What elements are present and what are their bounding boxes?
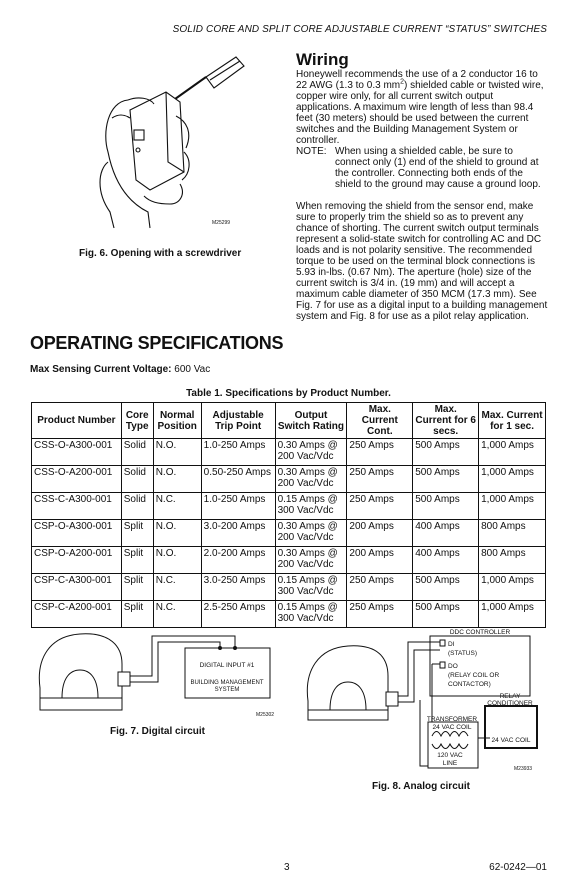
table-header-row — [32, 403, 546, 439]
table-cell: 3.0-200 Amps — [201, 520, 275, 547]
line-label: LINE — [442, 760, 458, 767]
col-header: Normal Position — [153, 403, 201, 439]
status-label: (STATUS) — [448, 650, 478, 657]
relay-label: RELAY — [499, 693, 521, 700]
digital-circuit-diagram — [30, 628, 285, 723]
table-cell: 0.15 Amps @ 300 Vac/Vdc — [275, 601, 347, 628]
table-cell: CSP-C-A200-001 — [32, 601, 122, 628]
document-number: 62-0242—01 — [489, 862, 547, 873]
table-cell: 500 Amps — [413, 466, 479, 493]
table-row — [32, 601, 546, 628]
ddc-controller-label: DDC CONTROLLER — [449, 629, 511, 636]
contactor-label: CONTACTOR) — [448, 681, 491, 688]
conditioner-label: CONDITIONER — [487, 700, 533, 707]
table-cell: CSS-O-A300-001 — [32, 439, 122, 466]
table-cell: N.O. — [153, 466, 201, 493]
table-cell: Solid — [121, 439, 153, 466]
max-sensing-label: Max Sensing Current Voltage: — [30, 364, 172, 375]
table-cell: Split — [121, 520, 153, 547]
table-cell: 0.30 Amps @ 200 Vac/Vdc — [275, 439, 347, 466]
di-label: DI — [448, 641, 455, 648]
specs-table — [31, 402, 546, 628]
analog-circuit-diagram — [300, 626, 545, 776]
table-cell: 500 Amps — [413, 601, 479, 628]
vac-coil-right-label: 24 VAC COIL — [491, 737, 531, 744]
table-cell: CSP-C-A300-001 — [32, 574, 122, 601]
table-cell: 1,000 Amps — [479, 601, 546, 628]
fig6-code: M25299 — [212, 220, 231, 226]
col-header: Max. Current for 6 secs. — [413, 403, 479, 439]
table-cell: Split — [121, 547, 153, 574]
table-row — [32, 574, 546, 601]
col-header: Adjustable Trip Point — [201, 403, 275, 439]
table-cell: 0.30 Amps @ 200 Vac/Vdc — [275, 466, 347, 493]
table-row — [32, 547, 546, 574]
table-cell: 200 Amps — [347, 547, 413, 574]
table-cell: 250 Amps — [347, 493, 413, 520]
wiring-para1-post: ) shielded cable or twisted wire, copper wire only, for all current switch output applications. A maximum wire length of less than 98.4 feet (30 meters) should be used between the current switches and the Building Management System or controller. — [296, 80, 544, 146]
table-row — [32, 520, 546, 547]
col-header: Product Number — [32, 403, 122, 439]
table-cell: 1.0-250 Amps — [201, 439, 275, 466]
table-cell: N.O. — [153, 439, 201, 466]
table-cell: 250 Amps — [347, 574, 413, 601]
table-title: Table 1. Specifications by Product Number. — [186, 388, 391, 399]
transformer-label: TRANSFORMER — [426, 716, 478, 723]
table-cell: CSP-O-A300-001 — [32, 520, 122, 547]
note-text: When using a shielded cable, be sure to connect only (1) end of the shield to ground at the controller. Connecting both ends of the shield to the ground may cause a ground loop. — [335, 146, 541, 190]
table-cell: Split — [121, 574, 153, 601]
table-cell: 2.5-250 Amps — [201, 601, 275, 628]
table-cell: 0.30 Amps @ 200 Vac/Vdc — [275, 520, 347, 547]
table-cell: 250 Amps — [347, 601, 413, 628]
wiring-paragraph-1 — [296, 69, 548, 146]
table-cell: 800 Amps — [479, 520, 546, 547]
table-cell: 400 Amps — [413, 547, 479, 574]
bms-label-line1: BUILDING MANAGEMENT — [190, 680, 264, 686]
table-cell: 500 Amps — [413, 439, 479, 466]
table-cell: CSS-C-A300-001 — [32, 493, 122, 520]
table-cell: 1,000 Amps — [479, 439, 546, 466]
col-header: Max. Current for 1 sec. — [479, 403, 546, 439]
table-row — [32, 493, 546, 520]
table-cell: CSS-O-A200-001 — [32, 466, 122, 493]
wiring-title: Wiring — [296, 50, 349, 69]
wiring-paragraph-2: When removing the shield from the sensor end, make sure to properly trim the shield so as to prevent any chance of shorting. The current switch output terminals represent a solid-state switch for controlling AC and DC loads and is not polarity sensitive. The recommended torque to be used on the terminal block connections is 5.93 in-lbs. (0.67 Nm). The aperture (hole) size of the current switch is 3/4 in. (19 mm) and will accept a maximum cable diameter of 350 MCM (17.3 mm). See Fig. 7 for use as a digital input to a building management system and Fig. 8 for use as a pilot relay application. — [296, 201, 548, 322]
table-cell: 0.15 Amps @ 300 Vac/Vdc — [275, 493, 347, 520]
col-header: Core Type — [121, 403, 153, 439]
table-row — [32, 466, 546, 493]
table-cell: N.C. — [153, 601, 201, 628]
table-cell: N.C. — [153, 493, 201, 520]
vac120-label: 120 VAC — [437, 752, 463, 759]
table-cell: 200 Amps — [347, 520, 413, 547]
screwdriver-illustration — [88, 52, 258, 232]
table-cell: 1,000 Amps — [479, 466, 546, 493]
wiring-para1-sup: 2 — [400, 78, 405, 86]
max-sensing-value: 600 Vac — [171, 364, 211, 375]
table-cell: 1.0-250 Amps — [201, 493, 275, 520]
table-cell: 0.30 Amps @ 200 Vac/Vdc — [275, 547, 347, 574]
table-cell: Split — [121, 601, 153, 628]
page-number: 3 — [284, 862, 290, 873]
fig7-code: M25302 — [256, 712, 275, 718]
table-cell: 1,000 Amps — [479, 574, 546, 601]
vac-coil-left-label: 24 VAC COIL — [432, 724, 472, 731]
note-label: NOTE: — [296, 146, 327, 157]
fig8-caption: Fig. 8. Analog circuit — [372, 781, 470, 792]
table-cell: 500 Amps — [413, 574, 479, 601]
table-cell: 250 Amps — [347, 439, 413, 466]
operating-specs-title: OPERATING SPECIFICATIONS — [30, 333, 284, 353]
digital-input-label: DIGITAL INPUT #1 — [199, 662, 255, 669]
table-cell: 2.0-200 Amps — [201, 547, 275, 574]
table-cell: N.O. — [153, 547, 201, 574]
bms-label-line2: SYSTEM — [214, 687, 240, 693]
table-cell: 250 Amps — [347, 466, 413, 493]
table-cell: N.C. — [153, 574, 201, 601]
table-cell: 800 Amps — [479, 547, 546, 574]
table-cell: N.O. — [153, 520, 201, 547]
table-cell: 500 Amps — [413, 493, 479, 520]
table-cell: 3.0-250 Amps — [201, 574, 275, 601]
table-cell: 0.50-250 Amps — [201, 466, 275, 493]
fig7-caption: Fig. 7. Digital circuit — [110, 726, 206, 737]
fig8-code: M23933 — [514, 766, 533, 772]
table-cell: Solid — [121, 466, 153, 493]
table-cell: CSP-O-A200-001 — [32, 547, 122, 574]
col-header: Max. Current Cont. — [347, 403, 413, 439]
wiring-para1-pre: Honeywell recommends the use of a 2 conductor 16 to 22 AWG (1.3 to 0.3 mm — [296, 69, 538, 91]
page-header: SOLID CORE AND SPLIT CORE ADJUSTABLE CURRENT “STATUS” SWITCHES — [172, 24, 547, 35]
table-cell: 0.15 Amps @ 300 Vac/Vdc — [275, 574, 347, 601]
table-cell: 1,000 Amps — [479, 493, 546, 520]
table-cell: 400 Amps — [413, 520, 479, 547]
table-cell: Solid — [121, 493, 153, 520]
table-row — [32, 439, 546, 466]
fig6-caption: Fig. 6. Opening with a screwdriver — [79, 248, 242, 259]
do-label: DO — [448, 663, 458, 670]
max-sensing-voltage — [30, 364, 210, 375]
col-header: Output Switch Rating — [275, 403, 347, 439]
relay-coil-label: (RELAY COIL OR — [448, 672, 500, 679]
